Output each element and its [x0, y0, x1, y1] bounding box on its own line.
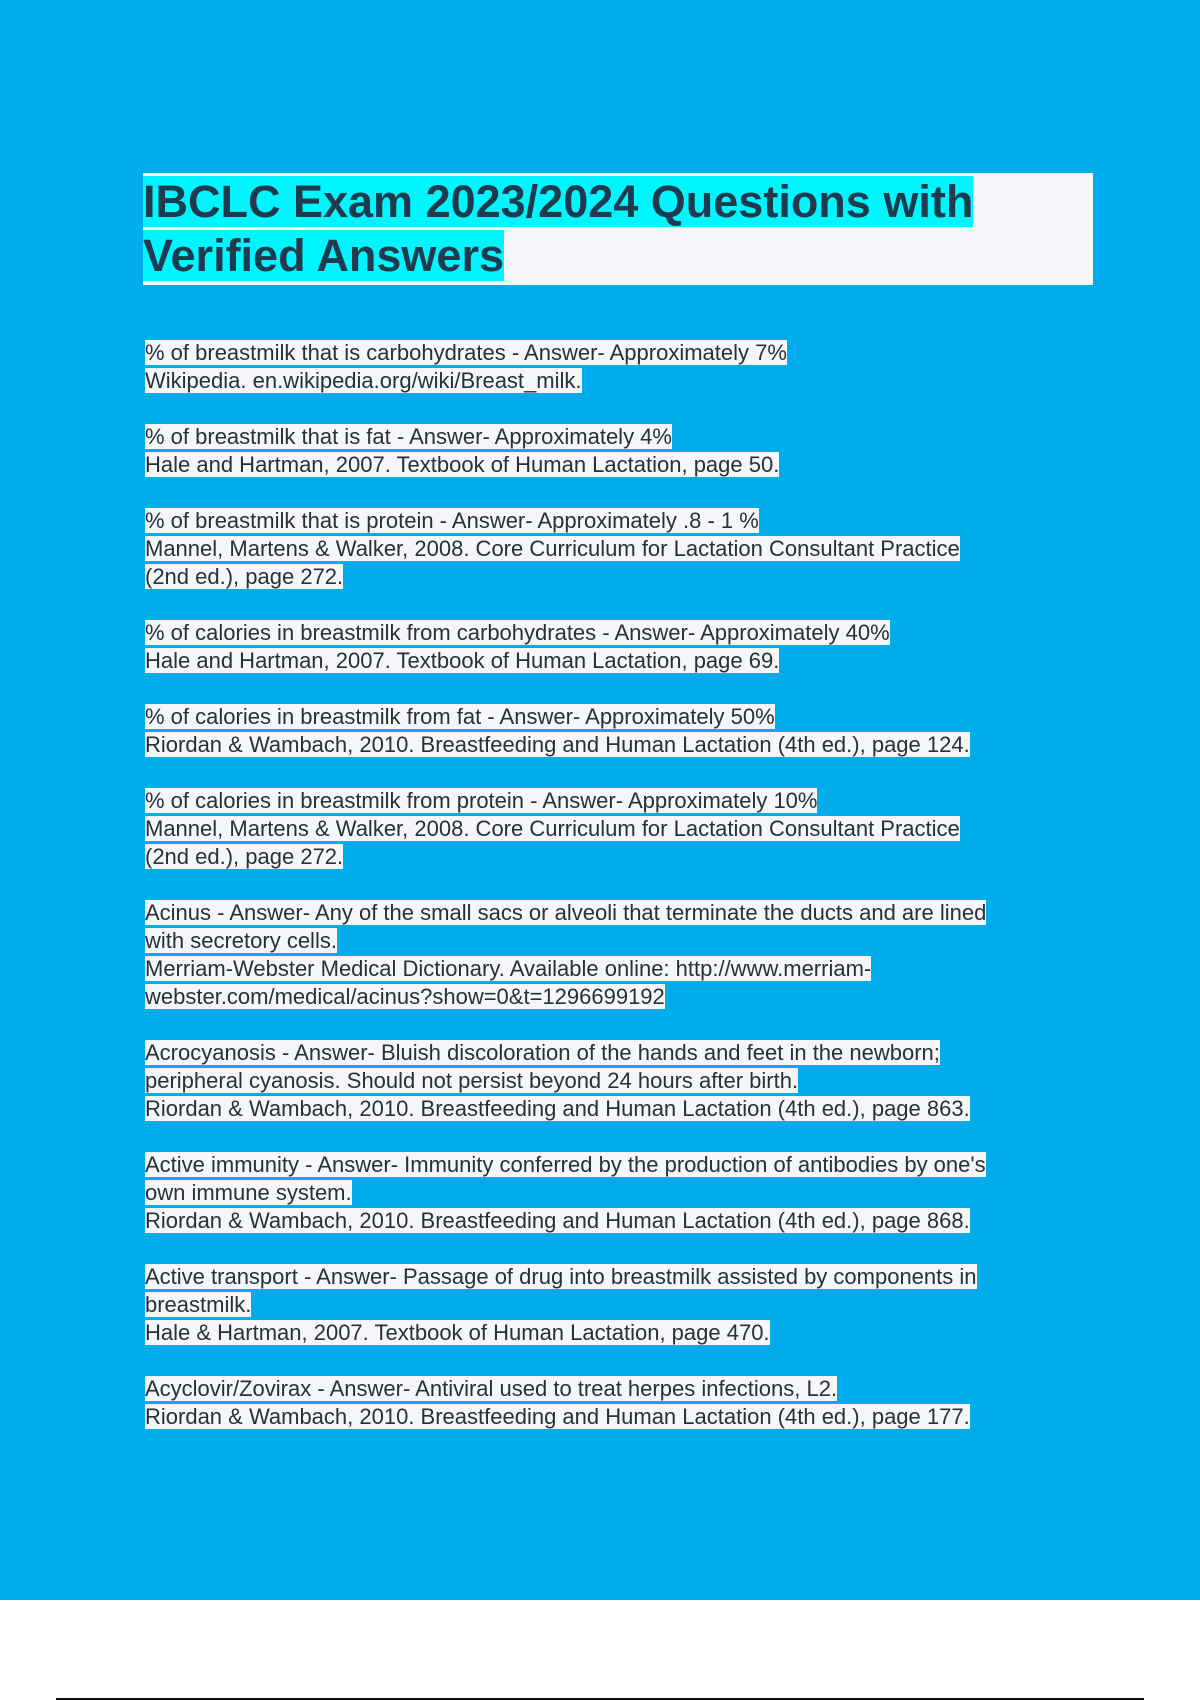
- title-line-1: IBCLC Exam 2023/2024 Questions with: [143, 176, 974, 227]
- entry-text-line: % of breastmilk that is fat - Answer- Approximately 4%: [145, 424, 672, 449]
- qa-entry: [145, 1375, 1085, 1459]
- entry-text-line: Mannel, Martens & Walker, 2008. Core Curriculum for Lactation Consultant Practice: [145, 816, 960, 841]
- qa-entry: [145, 1039, 1085, 1151]
- entry-text-line: Mannel, Martens & Walker, 2008. Core Curriculum for Lactation Consultant Practice: [145, 536, 960, 561]
- entry-text-line: Wikipedia. en.wikipedia.org/wiki/Breast_milk.: [145, 368, 582, 393]
- entry-text-line: Active immunity - Answer- Immunity conferred by the production of antibodies by one's: [145, 1152, 986, 1177]
- entry-text-line: (2nd ed.), page 272.: [145, 564, 344, 589]
- entry-text-line: % of calories in breastmilk from fat - Answer- Approximately 50%: [145, 704, 775, 729]
- entry-text-line: Acinus - Answer- Any of the small sacs or alveoli that terminate the ducts and are lined: [145, 900, 987, 925]
- entry-text-line: Hale and Hartman, 2007. Textbook of Human Lactation, page 69.: [145, 648, 780, 673]
- entry-text-line: peripheral cyanosis. Should not persist beyond 24 hours after birth.: [145, 1068, 799, 1093]
- entry-text-line: (2nd ed.), page 272.: [145, 844, 344, 869]
- entry-text-line: Acyclovir/Zovirax - Answer- Antiviral used to treat herpes infections, L2.: [145, 1376, 838, 1401]
- qa-entry: [145, 619, 1085, 703]
- entry-text-line: breastmilk.: [145, 1292, 252, 1317]
- entry-text-line: Hale and Hartman, 2007. Textbook of Human Lactation, page 50.: [145, 452, 780, 477]
- qa-entry: [145, 423, 1085, 507]
- qa-entry: [145, 339, 1085, 423]
- entry-text-line: Hale & Hartman, 2007. Textbook of Human Lactation, page 470.: [145, 1320, 770, 1345]
- qa-entry: [145, 1263, 1085, 1375]
- entry-text-line: webster.com/medical/acinus?show=0&t=1296699192: [145, 984, 665, 1009]
- entry-text-line: Merriam-Webster Medical Dictionary. Available online: http://www.merriam-: [145, 956, 872, 981]
- qa-entry: [145, 1151, 1085, 1263]
- entry-text-line: Riordan & Wambach, 2010. Breastfeeding and Human Lactation (4th ed.), page 863.: [145, 1096, 970, 1121]
- entry-text-line: Riordan & Wambach, 2010. Breastfeeding and Human Lactation (4th ed.), page 177.: [145, 1404, 970, 1429]
- title-line-2: Verified Answers: [143, 230, 504, 281]
- document-title: [143, 175, 1083, 283]
- qa-entry: [145, 787, 1085, 899]
- entry-text-line: Riordan & Wambach, 2010. Breastfeeding and Human Lactation (4th ed.), page 124.: [145, 732, 970, 757]
- entry-text-line: Riordan & Wambach, 2010. Breastfeeding and Human Lactation (4th ed.), page 868.: [145, 1208, 970, 1233]
- entry-text-line: % of calories in breastmilk from protein - Answer- Approximately 10%: [145, 788, 818, 813]
- entry-text-line: % of calories in breastmilk from carbohydrates - Answer- Approximately 40%: [145, 620, 890, 645]
- entry-text-line: % of breastmilk that is carbohydrates - Answer- Approximately 7%: [145, 340, 787, 365]
- qa-entry: [145, 703, 1085, 787]
- entry-text-line: % of breastmilk that is protein - Answer- Approximately .8 - 1 %: [145, 508, 759, 533]
- entry-text-line: own immune system.: [145, 1180, 352, 1205]
- entry-text-line: Active transport - Answer- Passage of drug into breastmilk assisted by components in: [145, 1264, 977, 1289]
- qa-entry-list: [145, 339, 1085, 1459]
- qa-entry: [145, 507, 1085, 619]
- qa-entry: [145, 899, 1085, 1039]
- entry-text-line: Acrocyanosis - Answer- Bluish discoloration of the hands and feet in the newborn;: [145, 1040, 940, 1065]
- entry-text-line: with secretory cells.: [145, 928, 337, 953]
